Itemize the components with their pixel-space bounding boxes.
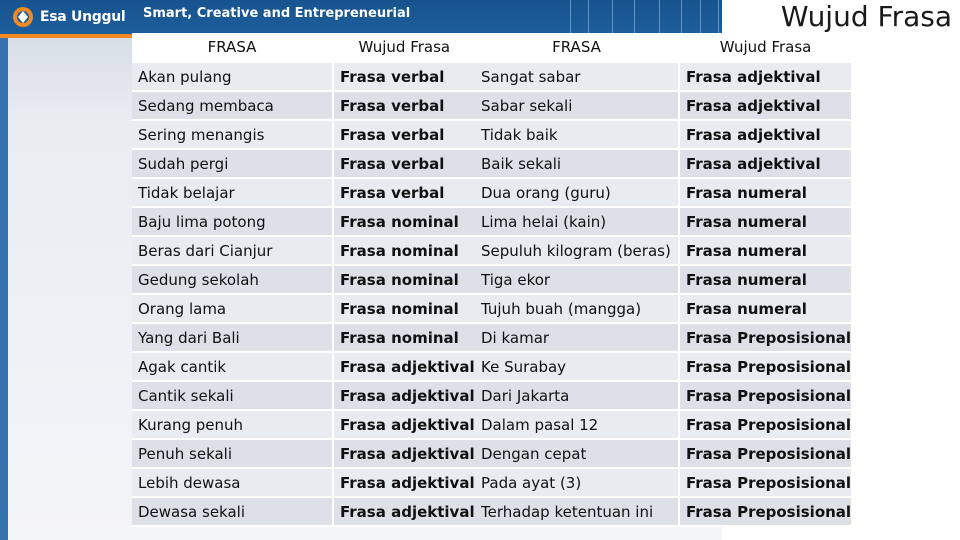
wujud-frasa-cell: Frasa verbal	[334, 92, 477, 121]
frasa-cell: Tidak belajar	[132, 179, 334, 208]
frasa-cell: Gedung sekolah	[132, 266, 334, 295]
wujud-frasa-cell: Frasa adjektival	[334, 382, 477, 411]
table-row	[132, 121, 477, 150]
frasa-cell: Akan pulang	[132, 63, 334, 92]
wujud-frasa-cell: Frasa Preposisional	[680, 324, 853, 353]
table-row	[132, 324, 477, 353]
frasa-cell: Sabar sekali	[475, 92, 680, 121]
wujud-frasa-cell: Frasa adjektival	[334, 440, 477, 469]
wujud-frasa-cell: Frasa adjektival	[334, 353, 477, 382]
frasa-cell: Beras dari Cianjur	[132, 237, 334, 266]
frasa-cell: Dewasa sekali	[132, 498, 334, 527]
wujud-frasa-cell: Frasa Preposisional	[680, 440, 853, 469]
column-header-wujud: Wujud Frasa	[680, 33, 853, 63]
frasa-cell: Dua orang (guru)	[475, 179, 680, 208]
wujud-frasa-cell: Frasa verbal	[334, 179, 477, 208]
table-row	[475, 353, 853, 382]
university-logo-icon	[12, 6, 34, 28]
frasa-table-right	[475, 33, 853, 527]
table-row	[132, 440, 477, 469]
wujud-frasa-cell: Frasa adjektival	[680, 150, 853, 179]
wujud-frasa-cell: Frasa numeral	[680, 295, 853, 324]
frasa-cell: Ke Surabay	[475, 353, 680, 382]
wujud-frasa-cell: Frasa adjektival	[334, 469, 477, 498]
wujud-frasa-cell: Frasa nominal	[334, 295, 477, 324]
wujud-frasa-cell: Frasa numeral	[680, 179, 853, 208]
frasa-cell: Sepuluh kilogram (beras)	[475, 237, 680, 266]
banner-decoration	[560, 0, 722, 34]
frasa-cell: Dari Jakarta	[475, 382, 680, 411]
table-row	[132, 63, 477, 92]
wujud-frasa-cell: Frasa adjektival	[680, 63, 853, 92]
table-header-row	[475, 33, 853, 63]
wujud-frasa-cell: Frasa nominal	[334, 208, 477, 237]
wujud-frasa-cell: Frasa verbal	[334, 121, 477, 150]
frasa-cell: Tiga ekor	[475, 266, 680, 295]
wujud-frasa-cell: Frasa Preposisional	[680, 411, 853, 440]
frasa-cell: Di kamar	[475, 324, 680, 353]
frasa-cell: Kurang penuh	[132, 411, 334, 440]
wujud-frasa-cell: Frasa numeral	[680, 266, 853, 295]
frasa-cell: Sudah pergi	[132, 150, 334, 179]
frasa-cell: Dengan cepat	[475, 440, 680, 469]
slide-title: Wujud Frasa	[780, 0, 952, 33]
table-row	[475, 295, 853, 324]
frasa-cell: Yang dari Bali	[132, 324, 334, 353]
table-row	[132, 382, 477, 411]
frasa-cell: Sering menangis	[132, 121, 334, 150]
tagline: Smart, Creative and Entrepreneurial	[143, 6, 411, 21]
accent-bar	[0, 34, 132, 38]
table-row	[475, 440, 853, 469]
frasa-cell: Sangat sabar	[475, 63, 680, 92]
table-row	[132, 179, 477, 208]
table-row	[475, 266, 853, 295]
table-row	[132, 353, 477, 382]
wujud-frasa-cell: Frasa nominal	[334, 237, 477, 266]
column-header-wujud: Wujud Frasa	[334, 33, 477, 63]
wujud-frasa-cell: Frasa Preposisional	[680, 382, 853, 411]
brand-name: Esa Unggul	[40, 9, 126, 25]
table-row	[475, 121, 853, 150]
wujud-frasa-cell: Frasa nominal	[334, 324, 477, 353]
frasa-cell: Dalam pasal 12	[475, 411, 680, 440]
frasa-cell: Lebih dewasa	[132, 469, 334, 498]
table-row	[475, 179, 853, 208]
table-row	[132, 295, 477, 324]
table-row	[475, 324, 853, 353]
table-body	[475, 63, 853, 527]
table-row	[475, 208, 853, 237]
wujud-frasa-cell: Frasa numeral	[680, 208, 853, 237]
table-row	[132, 469, 477, 498]
table-row	[132, 92, 477, 121]
frasa-cell: Tidak baik	[475, 121, 680, 150]
wujud-frasa-cell: Frasa adjektival	[334, 498, 477, 527]
table-row	[475, 469, 853, 498]
wujud-frasa-cell: Frasa Preposisional	[680, 498, 853, 527]
table-body	[132, 63, 477, 527]
table-row	[132, 266, 477, 295]
wujud-frasa-cell: Frasa verbal	[334, 63, 477, 92]
wujud-frasa-cell: Frasa nominal	[334, 266, 477, 295]
column-header-frasa: FRASA	[132, 33, 334, 63]
frasa-table-left	[132, 33, 477, 527]
frasa-cell: Lima helai (kain)	[475, 208, 680, 237]
wujud-frasa-cell: Frasa Preposisional	[680, 353, 853, 382]
table-row	[475, 498, 853, 527]
table-row	[475, 411, 853, 440]
table-header-row	[132, 33, 477, 63]
column-header-frasa: FRASA	[475, 33, 680, 63]
table-row	[132, 208, 477, 237]
table-row	[132, 150, 477, 179]
wujud-frasa-cell: Frasa adjektival	[680, 92, 853, 121]
frasa-cell: Tujuh buah (mangga)	[475, 295, 680, 324]
table-row	[475, 382, 853, 411]
frasa-cell: Orang lama	[132, 295, 334, 324]
table-row	[132, 411, 477, 440]
frasa-cell: Sedang membaca	[132, 92, 334, 121]
wujud-frasa-cell: Frasa adjektival	[334, 411, 477, 440]
frasa-cell: Penuh sekali	[132, 440, 334, 469]
banner-left-edge	[0, 34, 8, 540]
table-row	[475, 237, 853, 266]
table-row	[132, 237, 477, 266]
wujud-frasa-cell: Frasa numeral	[680, 237, 853, 266]
frasa-cell: Baju lima potong	[132, 208, 334, 237]
wujud-frasa-cell: Frasa adjektival	[680, 121, 853, 150]
wujud-frasa-cell: Frasa verbal	[334, 150, 477, 179]
frasa-cell: Pada ayat (3)	[475, 469, 680, 498]
frasa-cell: Baik sekali	[475, 150, 680, 179]
table-row	[475, 63, 853, 92]
frasa-cell: Agak cantik	[132, 353, 334, 382]
logo	[12, 3, 130, 31]
wujud-frasa-cell: Frasa Preposisional	[680, 469, 853, 498]
frasa-cell: Cantik sekali	[132, 382, 334, 411]
table-row	[475, 92, 853, 121]
table-row	[132, 498, 477, 527]
table-row	[475, 150, 853, 179]
frasa-cell: Terhadap ketentuan ini	[475, 498, 680, 527]
